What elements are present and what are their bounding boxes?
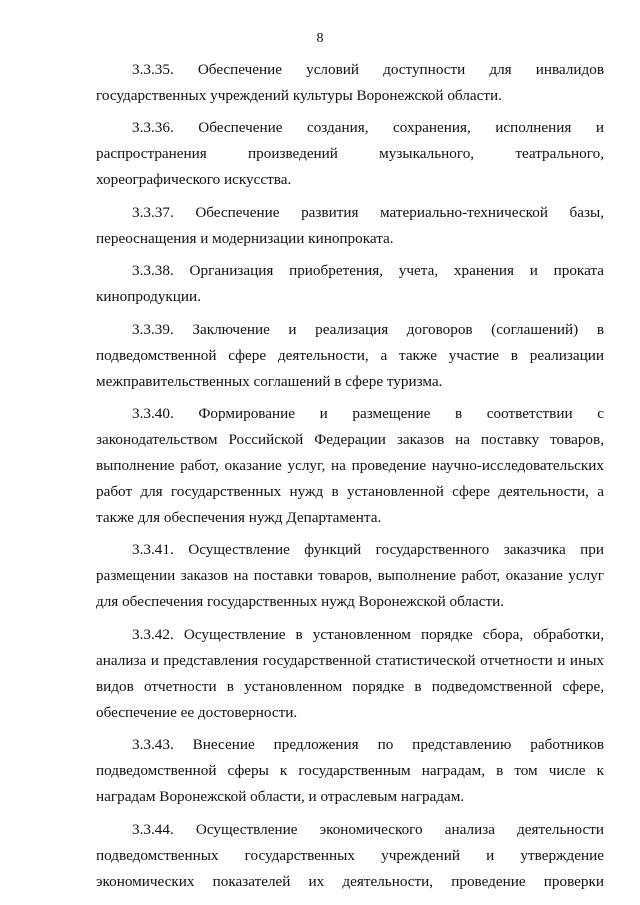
paragraph-3-3-40: 3.3.40. Формирование и размещение в соответствии с законодательством Российской Федерации заказов на поставку товаров, выполнение работ, оказание услуг, на проведение научно-исследовательских работ для государственных нужд в установленной сфере деятельности, а также для обеспечения нужд Департамента. <box>96 404 604 526</box>
page-number: 8 <box>316 31 324 46</box>
paragraph-3-3-43: 3.3.43. Внесение предложения по представлению работников подведомственной сферы к государственным наградам, в том числе к наградам Воронежской области, и отраслевым наградам. <box>96 736 604 806</box>
paragraph-3-3-39: 3.3.39. Заключение и реализация договоров (соглашений) в подведомственной сфере деятельности, а также участие в реализации межправительственных соглашений в сфере туризма. <box>96 320 604 390</box>
document-body <box>96 57 604 895</box>
paragraph-3-3-35: 3.3.35. Обеспечение условий доступности для инвалидов государственных учреждений культуры Воронежской области. <box>96 61 604 104</box>
paragraph-3-3-42: 3.3.42. Осуществление в установленном порядке сбора, обработки, анализа и представления государственной статистической отчетности и иных видов отчетности в установленном порядке в подведомственной сфере, обеспечение ее достоверности. <box>96 625 604 721</box>
paragraph-3-3-44: 3.3.44. Осуществление экономического анализа деятельности подведомственных государственных учреждений и утверждение экономических показателей их деятельности, проведение проверки <box>96 820 604 890</box>
paragraph-3-3-36: 3.3.36. Обеспечение создания, сохранения, исполнения и распространения произведений музыкального, театрального, хореографического искусства. <box>96 119 604 189</box>
paragraph-3-3-37: 3.3.37. Обеспечение развития материально-технической базы, переоснащения и модернизации кинопроката. <box>96 203 604 247</box>
paragraph-3-3-41: 3.3.41. Осуществление функций государственного заказчика при размещении заказов на поставки товаров, выполнение работ, оказание услуг для обеспечения государственных нужд Воронежской области. <box>96 541 604 611</box>
paragraph-3-3-38: 3.3.38. Организация приобретения, учета, хранения и проката кинопродукции. <box>96 262 604 306</box>
